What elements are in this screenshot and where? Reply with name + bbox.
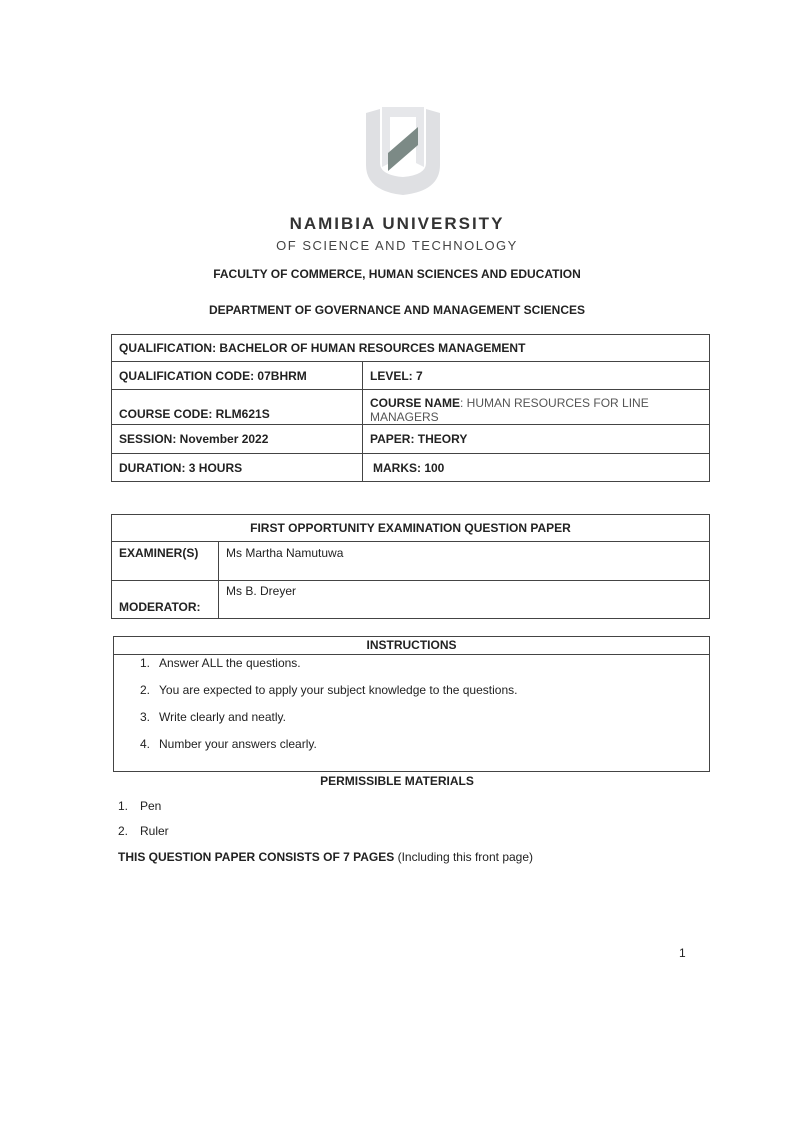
duration-cell: DURATION: 3 HOURS [112,454,363,482]
instruction-item [140,683,518,697]
university-subtitle: OF SCIENCE AND TECHNOLOGY [276,238,518,253]
instruction-number: 1. [140,656,151,670]
moderator-label: MODERATOR: [112,581,219,619]
course-name-cell [363,390,710,425]
material-text: Ruler [140,824,169,838]
instruction-text: You are expected to apply your subject knowledge to the questions. [159,683,518,697]
instruction-item [140,710,286,724]
faculty-heading: FACULTY OF COMMERCE, HUMAN SCIENCES AND EDUCATION [213,267,581,281]
session-cell: SESSION: November 2022 [112,425,363,454]
page-count-bold: THIS QUESTION PAPER CONSISTS OF 7 PAGES [118,850,395,864]
material-number: 2. [118,824,129,838]
qualification-cell: QUALIFICATION: BACHELOR OF HUMAN RESOURCES MANAGEMENT [112,335,710,362]
marks-cell: MARKS: 100 [363,454,710,482]
level-cell: LEVEL: 7 [363,362,710,390]
material-text: Pen [140,799,162,813]
instruction-item [140,737,317,751]
examiner-name: Ms Martha Namutuwa [219,542,710,581]
instruction-number: 3. [140,710,151,724]
course-details-table [111,334,710,482]
department-heading: DEPARTMENT OF GOVERNANCE AND MANAGEMENT SCIENCES [208,303,585,317]
page-number: 1 [679,946,686,960]
university-logo [360,105,446,197]
exam-title-cell: FIRST OPPORTUNITY EXAMINATION QUESTION PAPER [112,515,710,542]
course-code-cell: COURSE CODE: RLM621S [112,390,363,425]
material-item [118,799,162,813]
material-item [118,824,169,838]
instruction-number: 2. [140,683,151,697]
university-name: NAMIBIA UNIVERSITY [289,214,505,233]
course-name-label: COURSE NAME [370,396,461,410]
instruction-number: 4. [140,737,151,751]
instruction-text: Write clearly and neatly. [159,710,286,724]
instruction-text: Number your answers clearly. [159,737,317,751]
material-number: 1. [118,799,129,813]
instructions-title: INSTRUCTIONS [114,637,709,655]
paper-cell: PAPER: THEORY [363,425,710,454]
instructions-box [113,636,710,772]
page-count-rest: (Including this front page) [394,850,534,864]
materials-title: PERMISSIBLE MATERIALS [320,774,474,788]
qualification-code-cell: QUALIFICATION CODE: 07BHRM [112,362,363,390]
moderator-name: Ms B. Dreyer [219,581,710,619]
examiners-table [111,514,710,619]
page-count-note [118,850,533,864]
course-name-value: : HUMAN RESOURCES FOR LINE MANAGERS [370,396,649,424]
examiner-label: EXAMINER(S) [112,542,219,581]
instruction-item [140,656,301,670]
instruction-text: Answer ALL the questions. [159,656,301,670]
